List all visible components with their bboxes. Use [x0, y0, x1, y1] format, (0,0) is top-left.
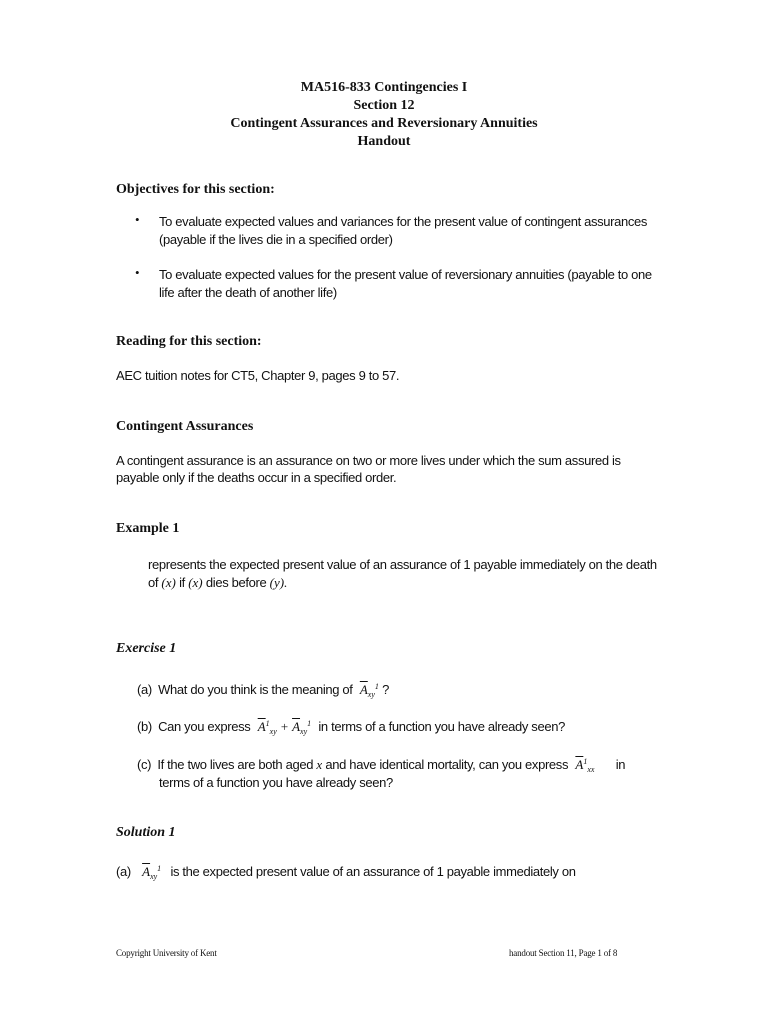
objective-1-line1: To evaluate expected values and variances for the present value of contingent assurances: [159, 214, 648, 229]
item-label: (b): [137, 719, 152, 734]
doc-title-section: Section 12: [353, 98, 415, 113]
solution1-a: [116, 860, 576, 886]
example1-text: of: [148, 575, 159, 590]
contingent-heading: Contingent Assurances: [116, 419, 254, 434]
example1-text: dies before: [205, 575, 267, 590]
objectives-heading: Objectives for this section:: [116, 182, 275, 197]
exercise1-heading: Exercise 1: [116, 641, 177, 656]
plus-sign: +: [280, 719, 289, 734]
reading-heading: Reading for this section:: [116, 334, 262, 349]
doc-title-topic: Contingent Assurances and Reversionary Annuities: [230, 116, 538, 131]
objective-2-line1: To evaluate expected values for the present value of reversionary annuities (payable to one: [159, 267, 652, 282]
exercise1-b: [137, 715, 565, 741]
question-mark: ?: [382, 682, 390, 697]
bullet-dot-icon: •: [135, 212, 140, 227]
solution1-heading: Solution 1: [116, 825, 176, 840]
life-x: (x): [161, 575, 176, 590]
exercise1-a-text: What do you think is the meaning of: [158, 682, 353, 697]
example1-line2: [148, 574, 287, 592]
exercise1-c-end: in: [615, 757, 626, 772]
contingent-line2: payable only if the deaths occur in a specified order.: [116, 470, 397, 485]
contingent-line1: A contingent assurance is an assurance on two or more lives under which the sum assured is: [116, 453, 621, 468]
doc-title-handout: Handout: [357, 134, 411, 149]
footer-page-number: handout Section 11, Page 1 of 8: [509, 948, 618, 958]
example1-heading: Example 1: [116, 521, 180, 536]
assurance-symbol: $\overline{A}_{xy}^1$: [292, 719, 312, 736]
solution1-a-text: is the expected present value of an assurance of 1 payable immediately on: [170, 864, 576, 879]
age-x: x: [316, 757, 323, 772]
exercise1-b-end: in terms of a function you have already seen?: [318, 719, 565, 734]
assurance-symbol: $\overline{A}_{xy}^1$: [142, 864, 162, 881]
example1-text: if: [179, 575, 185, 590]
item-label: (c): [137, 757, 152, 772]
item-label: (a): [116, 864, 131, 879]
life-y: (y).: [269, 575, 288, 590]
reading-text: AEC tuition notes for CT5, Chapter 9, pages 9 to 57.: [116, 368, 400, 383]
assurance-symbol: $\overline{A}_{xy}^1$: [359, 682, 379, 699]
exercise1-b-text: Can you express: [158, 719, 251, 734]
life-x: (x): [188, 575, 203, 590]
assurance-symbol: $\overline{A}^1_{xy}$: [257, 719, 277, 736]
bullet-dot-icon: •: [135, 265, 140, 280]
assurance-symbol: $\overline{A}^1_{xx}$: [575, 757, 595, 774]
objective-2-line2: life after the death of another life): [159, 285, 337, 300]
exercise1-c-text: If the two lives are both aged: [157, 757, 314, 772]
objective-1-line2: (payable if the lives die in a specified order): [159, 232, 393, 247]
item-label: (a): [137, 682, 152, 697]
exercise1-c-text: and have identical mortality, can you express: [325, 757, 569, 772]
doc-title-course: MA516-833 Contingencies I: [300, 80, 468, 95]
exercise1-c-line2: terms of a function you have already seen?: [159, 775, 393, 790]
footer-copyright: Copyright University of Kent: [116, 948, 217, 958]
example1-line1: represents the expected present value of an assurance of 1 payable immediately on the death: [148, 557, 657, 572]
exercise1-a: [137, 678, 389, 704]
